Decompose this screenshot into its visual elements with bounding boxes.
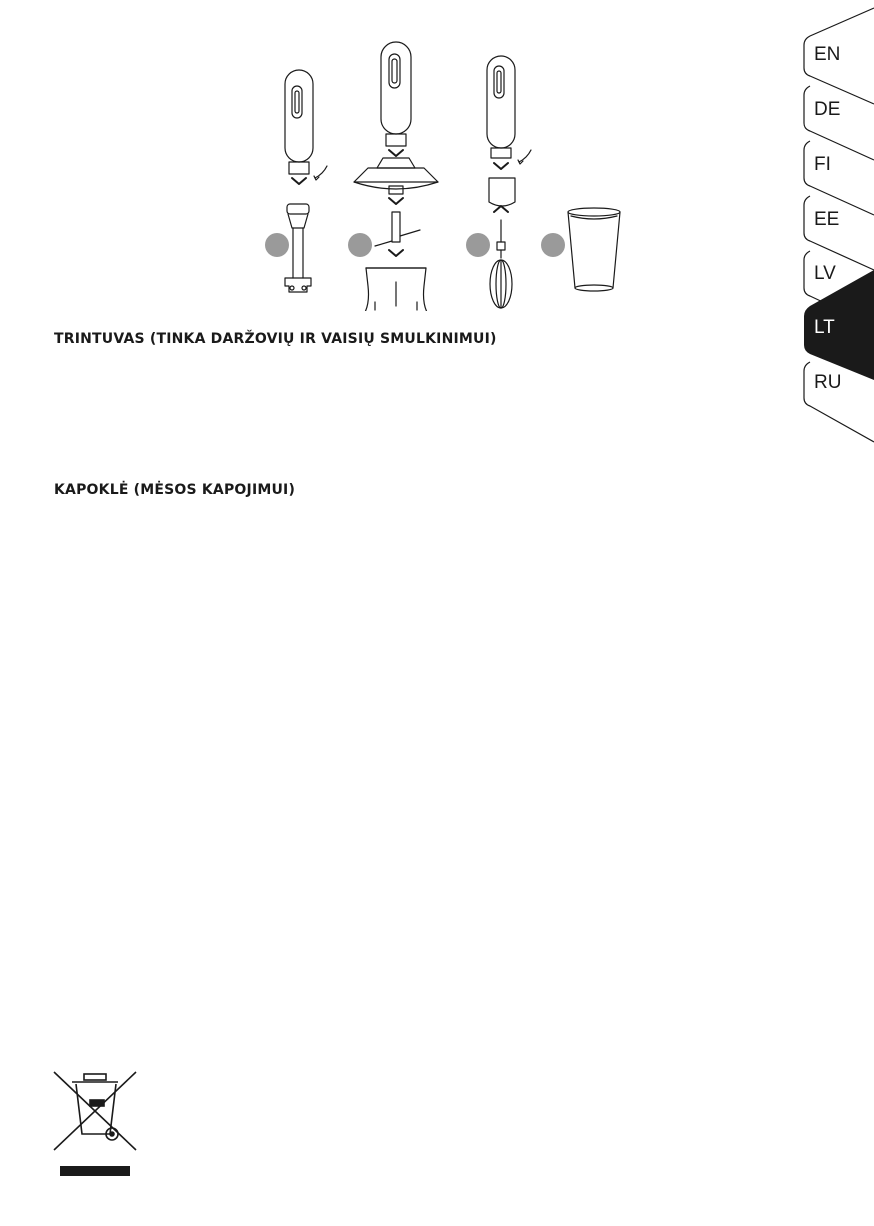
tab-de[interactable]: DE <box>814 99 841 120</box>
whisk-adapter <box>489 178 515 212</box>
tab-en[interactable]: EN <box>814 44 841 65</box>
step-circle-3 <box>466 233 490 257</box>
motor-unit-1 <box>285 70 327 184</box>
whisk <box>490 220 512 308</box>
blender-stick <box>285 204 311 292</box>
tab-ee[interactable]: EE <box>814 209 840 230</box>
step-circle-2 <box>348 233 372 257</box>
chopper-lid <box>354 158 438 204</box>
step-circle-1 <box>265 233 289 257</box>
motor-unit-2 <box>381 42 411 156</box>
chopper-blade <box>375 212 420 256</box>
tab-fi[interactable]: FI <box>814 154 831 175</box>
crossed-out-bin-icon <box>50 1066 140 1182</box>
blender-section-heading: TRINTUVAS (TINKA DARŽOVIŲ IR VAISIŲ SMULKINIMUI) <box>54 331 497 347</box>
step-circle-4 <box>541 233 565 257</box>
measuring-beaker <box>568 208 620 291</box>
tab-ru[interactable]: RU <box>814 372 842 393</box>
motor-unit-3 <box>487 56 531 169</box>
chopper-bowl <box>364 268 428 311</box>
assembly-illustration <box>255 36 645 311</box>
tab-lv[interactable]: LV <box>814 263 836 284</box>
tab-lt[interactable]: LT <box>814 317 835 338</box>
chopper-section-heading: KAPOKLĖ (MĖSOS KAPOJIMUI) <box>54 482 296 498</box>
